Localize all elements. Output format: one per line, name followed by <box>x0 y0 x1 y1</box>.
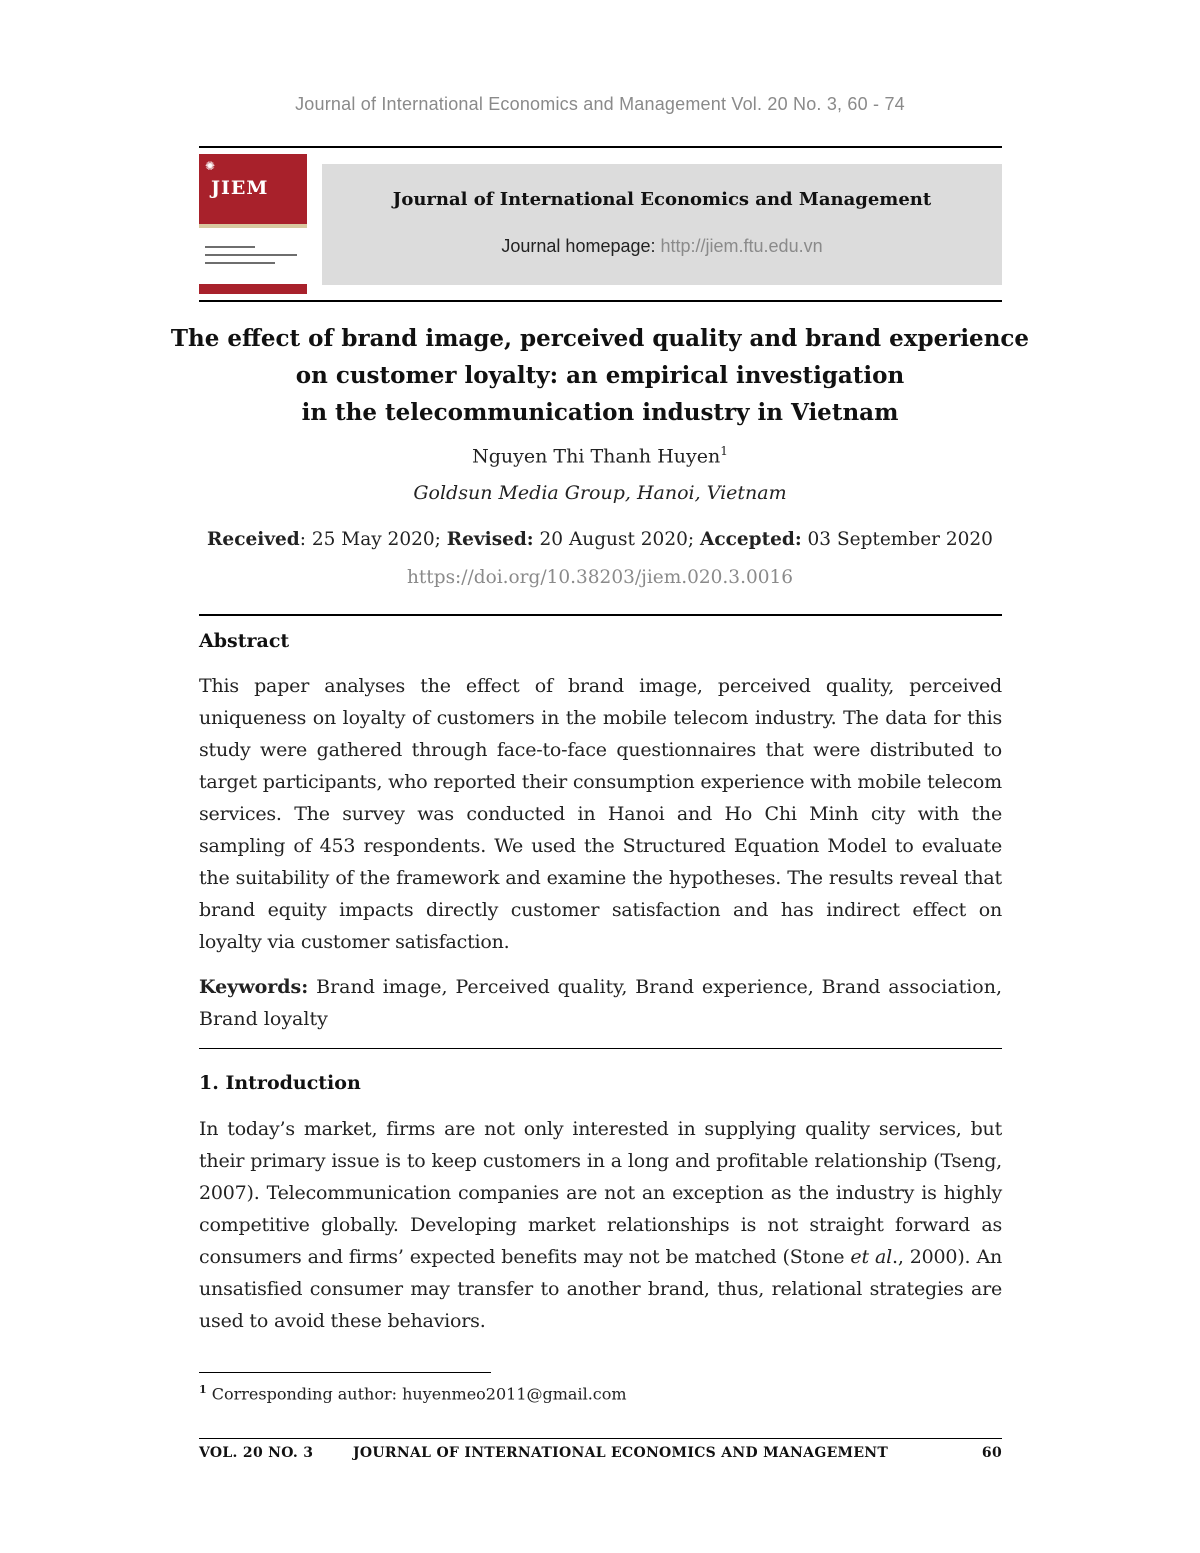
article-title <box>150 320 1050 431</box>
revised-date: 20 August 2020; <box>533 529 700 550</box>
accepted-date: 03 September 2020 <box>801 529 993 550</box>
running-header: Journal of International Economics and Management Vol. 20 No. 3, 60 - 74 <box>295 94 905 114</box>
footnote-rule <box>199 1372 491 1373</box>
introduction-text <box>199 1113 1002 1337</box>
header-top-rule <box>199 146 1002 148</box>
revised-label: Revised: <box>446 529 534 550</box>
author-footnote-mark[interactable]: 1 <box>720 444 728 458</box>
cover-text-line <box>205 262 275 264</box>
homepage-label: Journal homepage: <box>501 236 661 256</box>
footer-volume: VOL. 20 NO. 3 <box>199 1445 314 1461</box>
article-dates <box>0 529 1200 550</box>
footnote-text: Corresponding author: huyenmeo2011@gmail.com <box>206 1384 627 1404</box>
footer-journal: JOURNAL OF INTERNATIONAL ECONOMICS AND MANAGEMENT <box>353 1445 889 1461</box>
journal-cover-thumbnail <box>199 154 307 294</box>
abstract-top-rule <box>199 614 1002 616</box>
cover-text-line <box>205 246 255 248</box>
cover-logo: JIEM <box>211 177 269 199</box>
cover-stripe <box>199 224 307 228</box>
keywords-label: Keywords: <box>199 976 309 998</box>
cover-bottom-band <box>199 284 307 294</box>
footer-page-number: 60 <box>981 1445 1002 1461</box>
homepage-link[interactable]: http://jiem.ftu.edu.vn <box>660 236 823 256</box>
doi-link[interactable]: https://doi.org/10.38203/jiem.020.3.0016 <box>406 567 794 588</box>
intro-text-italic: et al <box>850 1246 892 1268</box>
header-bottom-rule <box>199 300 1002 302</box>
received-date: : 25 May 2020; <box>299 529 447 550</box>
keywords-list: Brand image, Perceived quality, Brand experience, Brand association, Brand loyalty <box>199 976 1002 1030</box>
keywords <box>199 971 1002 1035</box>
accepted-label: Accepted: <box>699 529 802 550</box>
journal-masthead <box>322 164 1002 285</box>
intro-text-part: In today’s market, firms are not only interested in supplying quality services, but their primary issue is to keep customers in a long and profitable relationship (Tseng, 2007). Telecommunication companies are not an exception as the industry is highly competitive globally. Developing market relationships is not straight forward as consumers and firms’ expected benefits may not be matched (Stone <box>199 1118 1002 1268</box>
introduction-heading: 1. Introduction <box>199 1072 361 1094</box>
university-seal-icon: ✺ <box>205 159 216 173</box>
author-text: Nguyen Thi Thanh Huyen <box>472 445 721 468</box>
footnote <box>199 1383 627 1403</box>
title-line: on customer loyalty: an empirical investigation <box>295 362 905 389</box>
abstract-text: This paper analyses the effect of brand image, perceived quality, perceived uniqueness on loyalty of customers in the mobile telecom industry. The data for this study were gathered through face-to-face questionnaires that were distributed to target participants, who reported their consumption experience with mobile telecom services. The survey was conducted in Hanoi and Ho Chi Minh city with the sampling of 453 respondents. We used the Structured Equation Model to evaluate the suitability of the framework and examine the hypotheses. The results reveal that brand equity impacts directly customer satisfaction and has indirect effect on loyalty via customer satisfaction. <box>199 675 1002 953</box>
author-name <box>0 444 1200 467</box>
footnote-mark: 1 <box>199 1383 207 1396</box>
cover-text-line <box>205 254 297 256</box>
abstract-bottom-rule <box>199 1048 1002 1049</box>
journal-title: Journal of International Economics and Management <box>392 189 932 210</box>
footer-rule <box>199 1438 1002 1439</box>
received-label: Received <box>207 529 300 550</box>
author-affiliation: Goldsun Media Group, Hanoi, Vietnam <box>413 482 787 504</box>
journal-homepage <box>322 236 1002 257</box>
intro-text-part: ., 2000). An unsatisfied consumer may transfer to another brand, thus, relational strategies are used to avoid these behaviors. <box>199 1246 1003 1332</box>
title-line: in the telecommunication industry in Vietnam <box>301 399 899 426</box>
title-line: The effect of brand image, perceived quality and brand experience <box>170 325 1030 352</box>
abstract-heading: Abstract <box>199 630 290 652</box>
